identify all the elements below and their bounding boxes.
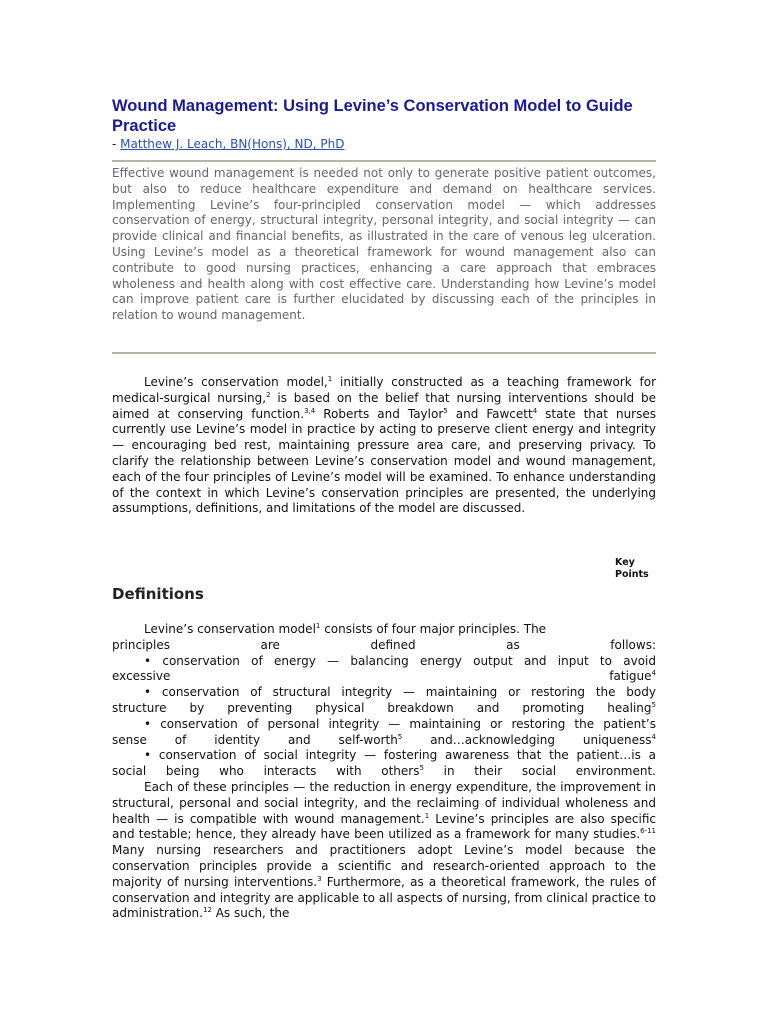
- abstract: Effective wound management is needed not only to generate positive patient outcomes, but also to reduce healthcare expenditure and demand on healthcare services. Implementing Levine’s four-principled conservation model — which addresses conservation of energy, structural integrity, personal integrity, and social integrity — can provide clinical and financial benefits, as illustrated in the care of venous leg ulceration. Using Levine’s model as a theoretical framework for wound management also can contribute to good nursing practices, enhancing a care approach that embraces wholeness and health along with cost effective care. Understanding how Levine’s model can improve patient care is further elucidated by discussing each of the principles in relation to wound management.: [112, 166, 656, 323]
- intro-text-4: Roberts and Taylor: [315, 406, 444, 421]
- footnote-ref: 5: [443, 406, 448, 415]
- footnote-ref: 3,4: [304, 406, 316, 415]
- definitions-line: principles are defined as follows:: [112, 637, 656, 652]
- top-divider: [112, 160, 656, 162]
- byline: [112, 136, 344, 152]
- intro-text-5: and Fawcett: [447, 406, 533, 421]
- definitions-line: sense of identity and self-worth$^5$ and…acknowledging uniqueness$^4$: [112, 732, 656, 747]
- definition-bullet-structural: • conservation of structural integrity — maintaining or restoring the body: [144, 685, 656, 700]
- definitions-line: excessive fatigue$^4$: [112, 669, 656, 684]
- footnote-ref: 1: [327, 375, 333, 383]
- definitions-section: [112, 622, 656, 922]
- intro-text-2: initially constructed as a teaching framework for medical-surgical nursing,: [112, 375, 657, 405]
- byline-prefix: -: [112, 137, 121, 151]
- article-title: Wound Management: Using Levine’s Conservation Model to Guide Practice: [112, 97, 633, 135]
- definitions-paragraph: Each of these principles — the reduction in energy expenditure, the improvement in structural, personal and social integrity, and the reclaiming of individual wholeness and health — is compatible with wound management.$^1$ Levine’s principles are also specific and testable; hence, they already have been utilized as a framework for many studies.$^{6-11}$ Many nursing researchers and practitioners adopt Levine’s model because the conservation principles provide a scientific and research-oriented approach to the majority of nursing interventions.$^3$ Furthermore, as a theoretical framework, the rules of conservation and integrity are applicable to all aspects of nursing, from clinical practice to administration.$^{12}$ As such, the: [112, 779, 656, 921]
- intro-text-3: is based on the belief that nursing interventions should be aimed at conserving function.: [112, 390, 656, 421]
- definition-bullet-energy: • conservation of energy — balancing energy output and input to avoid: [144, 653, 656, 668]
- definition-bullet-personal: • conservation of personal integrity — maintaining or restoring the patient’s: [144, 716, 656, 731]
- intro-paragraph: [112, 375, 656, 517]
- footnote-ref: 2: [266, 390, 271, 399]
- abstract-divider: [112, 352, 656, 354]
- definition-bullet-social: • conservation of social integrity — fostering awareness that the patient…is a: [144, 748, 656, 763]
- intro-text-1: Levine’s conservation model,: [144, 375, 328, 389]
- definitions-heading: Definitions: [112, 585, 204, 603]
- definitions-line: social being who interacts with others$^5$ in their social environment.: [112, 764, 656, 779]
- key-points-link[interactable]: Key Points: [615, 557, 649, 580]
- author-link[interactable]: Matthew J. Leach, BN(Hons), ND, PhD: [120, 137, 345, 151]
- footnote-ref: 4: [532, 406, 538, 415]
- definitions-line: Levine’s conservation model$^1$ consists of four major principles. The: [144, 622, 547, 636]
- intro-text-6: state that nurses currently use Levine’s model in practice by acting to preserve client energy and integrity — encouraging bed rest, maintaining pressure area care, and preserving privacy. To clarify the relationship between Levine’s conservation model and wound management, each of the four principles of Levine’s model will be examined. To enhance understanding of the context in which Levine’s conservation principles are presented, the underlying assumptions, definitions, and limitations of the model are discussed.: [112, 406, 656, 516]
- definitions-line: structure by preventing physical breakdown and promoting healing$^5$: [112, 700, 656, 715]
